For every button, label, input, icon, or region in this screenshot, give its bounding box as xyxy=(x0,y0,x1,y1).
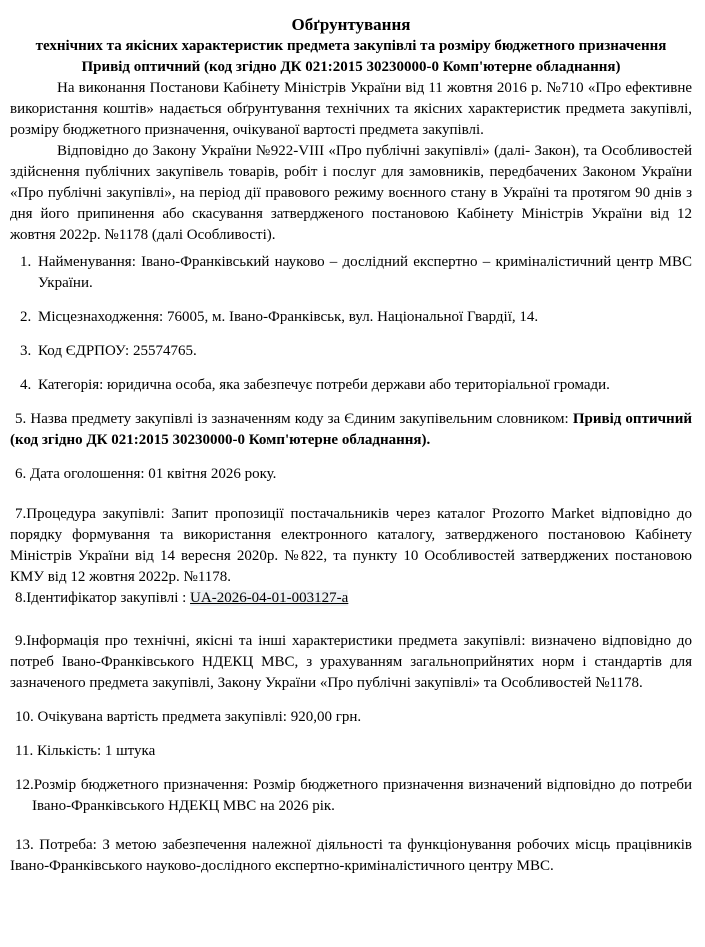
list-item-1 xyxy=(10,252,692,294)
list-item-text: Місцезнаходження: 76005, м. Івано-Франківськ, вул. Національної Гвардії, 14. xyxy=(38,309,539,325)
list-item-8 xyxy=(10,588,692,609)
document-subject-line: Привід оптичний (код згідно ДК 021:2015 30230000-0 Комп'ютерне обладнання) xyxy=(81,59,621,75)
list-item-11: 11. Кількість: 1 штука xyxy=(15,743,156,759)
list-item-7: 7.Процедура закупівлі: Запит пропозиції постачальників через каталог Prozorro Market відповідно до порядку формування та використання електронного каталогу, затвердженого постановою Кабінету Міністрів України від 14 вересня 2020р. №822, та пункту 10 Особливостей затверджених постановою КМУ від 12 жовтня 2022р. №1178. xyxy=(10,506,692,585)
list-item-9: 9.Інформація про технічні, якісні та інші характеристики предмета закупівлі: визначено відповідно до потреб Івано-Франківського НДЕКЦ МВС, з урахуванням загальноприйнятих норм і стандартів для зазначеного предмета закупівлі, Закону України «Про публічні закупівлі» та Особливостей №1178. xyxy=(10,633,692,691)
document-subtitle: технічних та якісних характеристик предмета закупівлі та розміру бюджетного призначення xyxy=(35,38,667,54)
list-item-text: Найменування: Івано-Франківський науково – дослідний експертно – криміналістичний центр МВС України. xyxy=(38,254,692,291)
procurement-id-link[interactable]: UA-2026-04-01-003127-a xyxy=(190,590,349,606)
list-item-text: 8.Ідентифікатор закупівлі : xyxy=(15,590,191,606)
list-item-10: 10. Очікувана вартість предмета закупівлі: 920,00 грн. xyxy=(15,709,362,725)
list-item-text: Категорія: юридична особа, яка забезпечує потреби держави або територіальної громади. xyxy=(38,377,610,393)
list-number: 3. xyxy=(20,343,32,359)
list-item-text: 5. Назва предмету закупівлі із зазначенням коду за Єдиним закупівельним словником: xyxy=(15,411,573,427)
list-number: 1. xyxy=(20,254,32,270)
list-item-13: 13. Потреба: З метою забезпечення належної діяльності та функціонування робочих місць працівників Івано-Франківського науково-дослідного експертно-криміналістичного центру МВС. xyxy=(10,837,692,874)
intro-paragraph-1: На виконання Постанови Кабінету Міністрів України від 11 жовтня 2016 р. №710 «Про ефективне використання коштів» надається обґрунтування технічних та якісних характеристик предмета закупівлі, розміру бюджетного призначення, очікуваної вартості предмета закупівлі. xyxy=(10,80,692,138)
list-number: 2. xyxy=(20,309,32,325)
list-item-3 xyxy=(10,341,692,362)
list-item-2 xyxy=(10,307,692,328)
document-title: Обґрунтування xyxy=(291,15,411,34)
list-item-6: 6. Дата оголошення: 01 квітня 2026 року. xyxy=(15,466,277,482)
list-item-12: 12.Розмір бюджетного призначення: Розмір бюджетного призначення визначений відповідно до потреби Івано-Франківського НДЕКЦ МВС на 2026 рік. xyxy=(15,777,692,814)
subject-bold-text: Привід оптичний (код згідно ДК 021:2015 30230000-0 Комп'ютерне обладнання). xyxy=(10,411,692,448)
intro-paragraph-2: Відповідно до Закону України №922-VIII «Про публічні закупівлі» (далі- Закон), та Особливостей здійснення публічних закупівель товарів, робіт і послуг для замовників, передбачених Законом України «Про публічні закупівлі», на період дії правового режиму воєнного стану в Україні та протягом 90 днів з дня його припинення або скасування затвердженого постановою Кабінету Міністрів України від 12 жовтня 2022р. №1178 (далі Особливості). xyxy=(10,143,692,243)
list-item-5 xyxy=(10,409,692,451)
list-item-4 xyxy=(10,375,692,396)
list-item-text: Код ЄДРПОУ: 25574765. xyxy=(38,343,197,359)
list-number: 4. xyxy=(20,377,32,393)
